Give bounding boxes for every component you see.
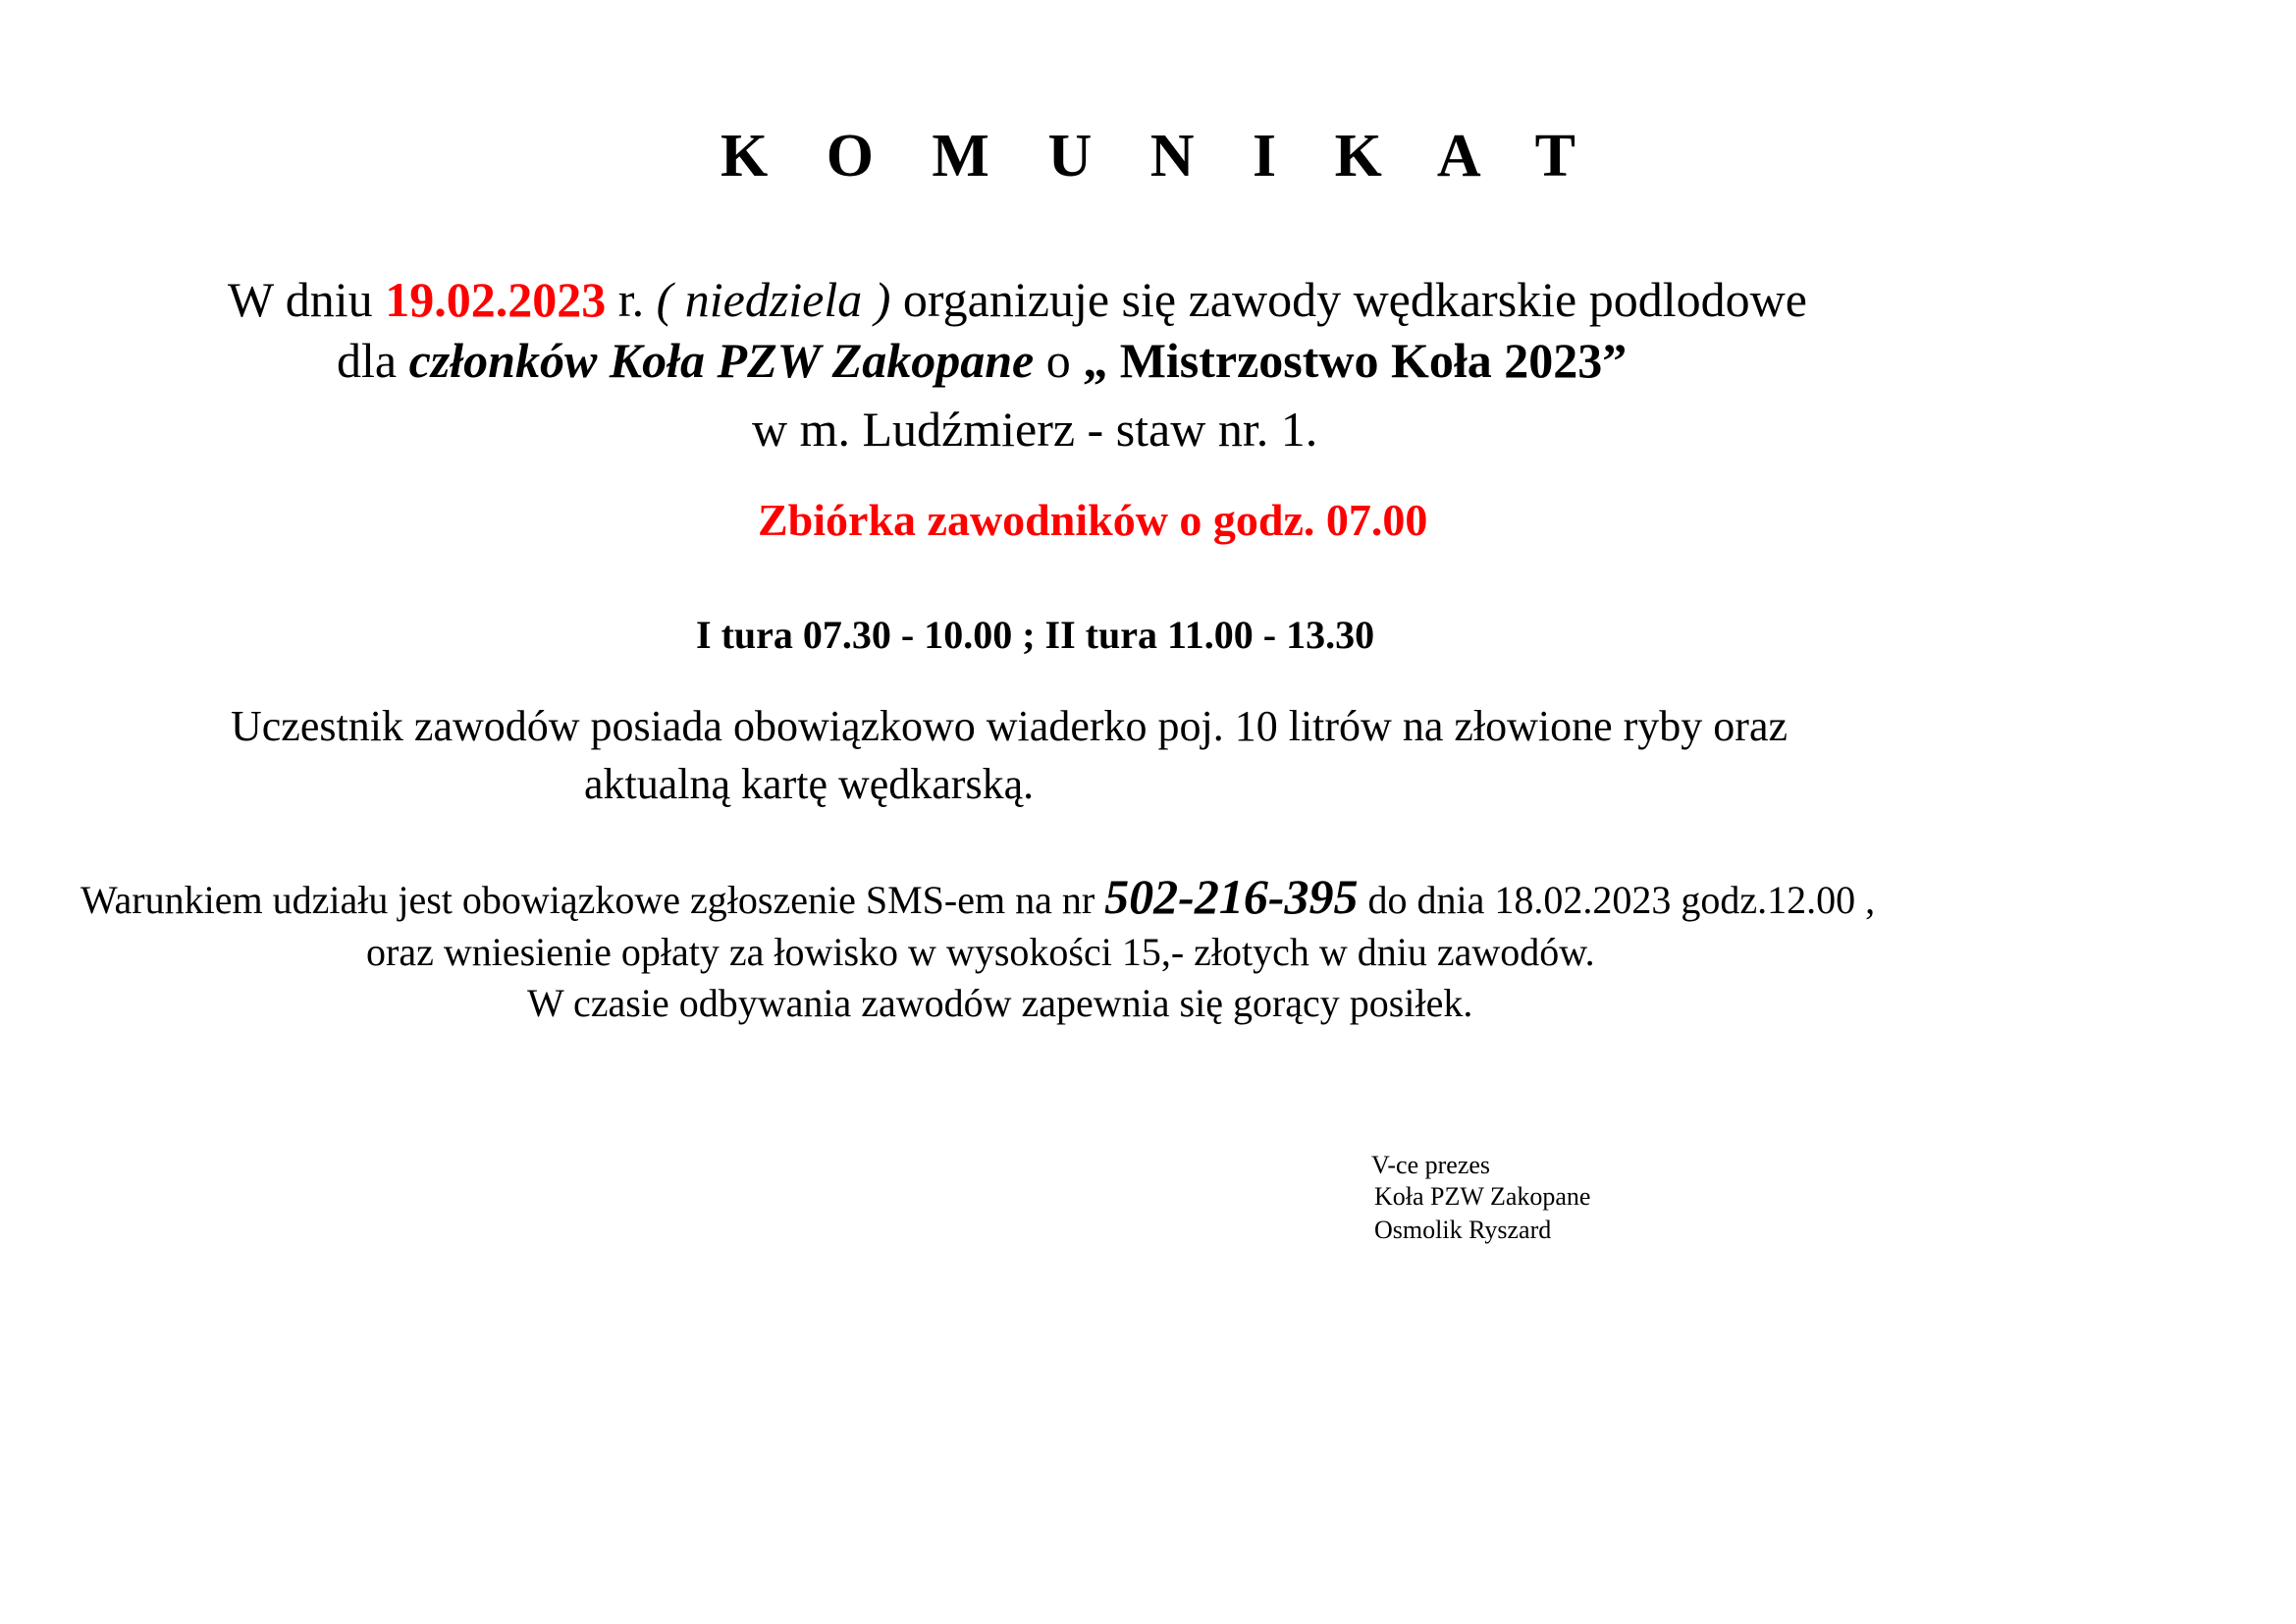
intro-text: o: [1034, 333, 1084, 388]
event-weekday: ( niedziela ): [656, 272, 891, 327]
intro-text: organizuje się zawody wędkarskie podlodowe: [890, 272, 1807, 327]
requirements-line-1: Uczestnik zawodów posiada obowiązkowo wiaderko poj. 10 litrów na złowione ryby oraz: [231, 702, 1788, 750]
intro-text: dla: [337, 333, 409, 388]
conditions-line-2: oraz wniesienie opłaty za łowisko w wysokości 15,- złotych w dniu zawodów.: [366, 930, 1595, 974]
event-location: w m. Ludźmierz - staw nr. 1.: [752, 402, 1318, 457]
sms-phone-number: 502-216-395: [1104, 869, 1359, 924]
gathering-time: Zbiórka zawodników o godz. 07.00: [758, 495, 1428, 545]
event-date: 19.02.2023: [385, 272, 607, 327]
signature-role: V-ce prezes: [1371, 1151, 1491, 1179]
document-title: K O M U N I K A T: [720, 123, 1598, 189]
championship-name: „ Mistrzostwo Koła 2023”: [1083, 333, 1628, 388]
conditions-line-1: [80, 869, 1876, 924]
round-schedule: I tura 07.30 - 10.00 ; II tura 11.00 - 13.30: [696, 613, 1375, 657]
intro-text: W dniu: [228, 272, 386, 327]
conditions-line-3: W czasie odbywania zawodów zapewnia się gorący posiłek.: [527, 981, 1473, 1025]
club-members: członków Koła PZW Zakopane: [408, 333, 1035, 388]
requirements-line-2: aktualną kartę wędkarską.: [584, 760, 1035, 808]
intro-text: r.: [606, 272, 657, 327]
intro-line-1: [228, 272, 1807, 327]
signature-organization: Koła PZW Zakopane: [1374, 1182, 1591, 1211]
signature-name: Osmolik Ryszard: [1374, 1216, 1552, 1244]
conditions-text: Warunkiem udziału jest obowiązkowe zgłoszenie SMS-em na nr: [80, 878, 1105, 922]
intro-line-2: [337, 333, 1628, 388]
conditions-text: do dnia 18.02.2023 godz.12.00 ,: [1358, 878, 1876, 922]
